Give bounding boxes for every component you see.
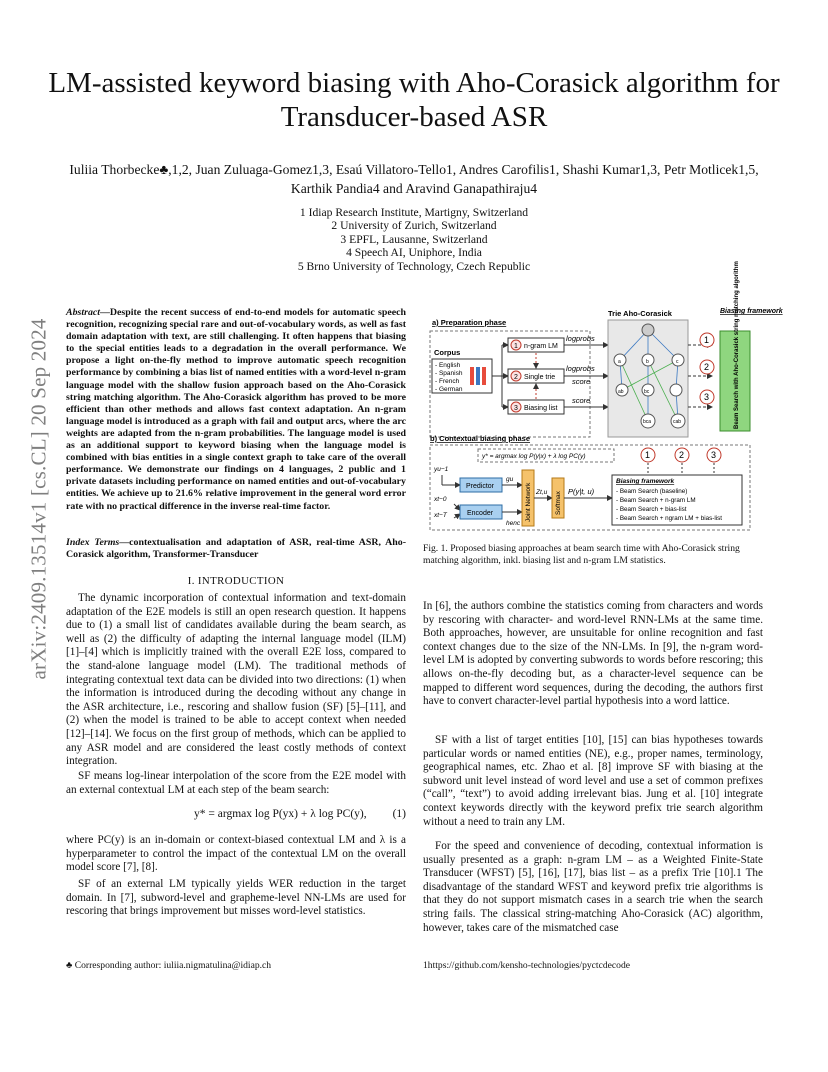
doc-icon: [476, 367, 480, 385]
paper-title: LM-assisted keyword biasing with Aho-Corasick algorithm for Transducer-based ASR: [48, 67, 780, 133]
equation-number: (1): [392, 808, 406, 820]
section-a-label: a) Preparation phase: [432, 318, 507, 327]
section-b-label: b) Contextual biasing phase: [430, 434, 531, 443]
var-label: gu: [506, 476, 514, 483]
right-paragraph-3: For the speed and convenience of decoding, contextual information is usually presented as a graph: n-gram LM – as a Weighted Finite-State Transducer (WFST) [5], [16], [17], bias list – as a prefix Trie [10].1 The disadvantage of the standard WFST and keyword prefix trie algorithms is that they do not support mismatch cases in a search trie when the search string fails. The classical string-matching Aho-Corasick (AC) algorithm, however, takes care of the mismatched case: [423, 840, 763, 934]
arrow-label: logprobs: [566, 364, 595, 373]
softmax-label: Softmax: [555, 491, 562, 515]
index-terms-label: Index Terms: [66, 537, 120, 548]
input-label: yu−1: [434, 466, 449, 473]
step-label: Single trie: [524, 374, 556, 381]
arrow: [454, 514, 460, 518]
step-label: n-gram LM: [524, 343, 558, 350]
arxiv-stamp: [22, 292, 51, 682]
trie-node: cab: [673, 419, 682, 425]
abstract-label: Abstract: [66, 307, 101, 318]
step-number: 3: [711, 450, 717, 460]
arrow-label: score: [572, 377, 591, 386]
arxiv-stamp-text: arXiv:2409.13514v1 [cs.CL] 20 Sep 2024: [26, 318, 51, 680]
trie-title: Trie Aho-Corasick: [608, 309, 672, 318]
framework-item: - Beam Search + bias-list: [616, 506, 687, 513]
arrow-label: score: [572, 396, 591, 405]
framework-title: Biasing framework: [616, 478, 675, 485]
footnote-corresponding: ♣ Corresponding author: iuliia.nigmatulina@idiap.ch: [66, 960, 272, 971]
trie-node: ab: [618, 389, 624, 395]
framework-item: - Beam Search (baseline): [616, 488, 688, 495]
step-number: 1: [704, 335, 710, 345]
encoder-label: Encoder: [467, 510, 494, 517]
footnote-url: 1https://github.com/kensho-technologies/pyctcdecode: [423, 960, 631, 971]
index-terms-text: —contextualisation and adaptation of ASR, real-time ASR, Aho-Corasick algorithm, Transformer-Transducer: [66, 537, 406, 561]
prob-label: P(y|t, u): [568, 487, 595, 496]
step-number: 3: [514, 405, 518, 412]
doc-icon: [482, 367, 486, 385]
framework-item: - Beam Search + n-gram LM: [616, 497, 696, 504]
corpus-lang: - Spanish: [435, 370, 463, 377]
predictor-label: Predictor: [466, 483, 495, 490]
corpus-lang: - English: [435, 362, 461, 369]
step-number: 1: [645, 450, 651, 460]
intro-paragraph-3: where PC(y) is an in-domain or context-biased contextual LM and λ is a hyperparameter to control the impact of the contextual LM on the overall model score [7], [8].: [66, 834, 406, 874]
affiliation: 3 EPFL, Lausanne, Switzerland: [340, 232, 488, 246]
affiliation: 2 University of Zurich, Switzerland: [331, 219, 497, 233]
right-paragraph-2: SF with a list of target entities [10], [15] can bias hypotheses towards particular words or named entities (NE), e.g., proper names, terminology, geographical names, etc. Zhao et al. [8] improve SF with biasing at the subword unit level instead of word level and use a set of common prefixes (“call”, “text”) to avoid adding irrelevant bias. Jung et al. [10] integrate context keywords directly with the keyword prefix trie search algorithm without a need to train any LM.: [423, 734, 763, 828]
formula: y* = argmax log P(y|x) + λ log PC(y): [482, 453, 586, 460]
section-heading: I. INTRODUCTION: [187, 575, 285, 587]
equation-text: y* = argmax log P(yx) + λ log PC(y),: [194, 808, 367, 820]
corpus-lang: - German: [435, 386, 463, 393]
input-label: xt−0: [434, 496, 447, 503]
index-terms: [66, 537, 406, 561]
arrow: [454, 504, 460, 510]
trie-node: bca: [643, 419, 652, 425]
step-label: Biasing list: [524, 405, 558, 412]
abstract-text: —Despite the recent success of end-to-end models for automatic speech recognition, recognizing special rare and out-of-vocabulary words, as well as fast domain adaptation with text, are still challenging. It often happens that biasing to the special entities leads to a degradation in the overall performance. We propose a light on-the-fly method to improve automatic speech recognition performance by combining a bias list of named entities with a word-level n-gram language model with the shallow fusion approach based on the Aho-Corasick string matching algorithm. The Aho-Corasick algorithm has proved to be more efficient than other methods and allows fast context adaptation. An n-gram language model is introduced as a graph with fail and output arcs, where the arc weights are adapted from the n-gram probabilities. The language model is used as an additional support to keyword biasing when the language model is combined with bias entities in a single context graph to take care of the overall performance. We demonstrate our findings on 4 languages, 2 public and 1 private datasets including performance on named entities and out-of-vocabulary entities. We achieve up to 21.6% relative improvement in the general word error rate with no practical difference in the inverse real-time factor.: [66, 307, 406, 512]
doc-icon: [470, 367, 474, 385]
figure-diagram: [426, 261, 783, 535]
step-number: 3: [704, 392, 710, 402]
intro-paragraph-1: The dynamic incorporation of contextual information and text-domain adaptation of the E2E models is still an open research question. It happens due to (1) a small list of candidates available during the beam search, as well as (2) the difficulty of adapting the internal language model (ILM) [1]–[4] which is implicitly trained with the overall E2E loss, compared to the stand-alone language model (LM). The traditional methods of integrating contextual text data can be divided into two directions: (1) when the information is introduced during the decoding without any change in the ASR architecture, i.e., rescoring and shallow fusion (SF) [5]–[11], and (2) when the model is trained to be able to accept context when needed [12]–[14]. We focus on the first group of methods, which can be applied to any ASR model and are considered the least costly methods of context integration.: [66, 592, 406, 768]
joint-network-label: Joint Network: [525, 482, 532, 522]
step-number: 2: [514, 374, 518, 381]
corpus-lang: - French: [435, 378, 460, 385]
affiliation: 1 Idiap Research Institute, Martigny, Switzerland: [299, 206, 529, 219]
trie-node: bc: [644, 389, 650, 395]
figure-1: [426, 261, 783, 535]
intro-paragraph-2: SF means log-linear interpolation of the score from the E2E model with an external contextual LM at each step of the beam search:: [66, 770, 406, 796]
corpus-label: Corpus: [434, 348, 461, 357]
trie-node: c: [676, 359, 679, 365]
figure-caption: Fig. 1. Proposed biasing approaches at beam search time with Aho-Corasick string matching algorithm, inkl. biasing list and n-gram LM statistics.: [423, 543, 740, 566]
trie-node: b: [646, 359, 649, 365]
beam-search-label: Beam Search with Aho-Corasick string matching algorithm: [734, 261, 740, 429]
authors-line-2: Karthik Pandia4 and Aravind Ganapathiraju4: [290, 181, 538, 196]
framework-item: - Beam Search + ngram LM + bias-list: [616, 515, 723, 522]
var-label: Zt,u: [536, 489, 548, 496]
step-number: 2: [679, 450, 685, 460]
biasing-title: Biasing framework: [720, 308, 783, 315]
affiliation: 5 Brno University of Technology, Czech Republic: [297, 259, 531, 273]
arrow-label: logprobs: [566, 334, 595, 343]
affiliations: [200, 206, 628, 273]
authors-line-1: Iuliia Thorbecke♣,1,2, Juan Zuluaga-Gomez1,3, Esaú Villatoro-Tello1, Andres Carofilis1, Shashi Kumar1,3, Petr Motlicek1,5,: [69, 162, 759, 177]
author-list: [60, 160, 768, 198]
right-paragraph-1: In [6], the authors combine the statistics coming from characters and words by rescoring with character- and word-level RNN-LMs at the same time. Both approaches, however, are unsuitable for online recognition and fast context changes due to the size of the NN-LMs. In [9], the n-gram word-level LM is adopted by converting subwords to words before rescoring; this allows on-the-fly decoding but, as a character-level sequence can be mapped to different word sequences, during the decoding, the authors first have to convert character-level partial hypothesis into a word lattice.: [423, 600, 763, 708]
var-label: henc: [506, 520, 521, 527]
step-number: 2: [704, 362, 710, 372]
abstract: [66, 307, 406, 513]
affiliation: 4 Speech AI, Uniphore, India: [346, 246, 482, 260]
trie-node: a: [618, 359, 621, 365]
intro-paragraph-4: SF of an external LM typically yields WER reduction in the target domain. In [7], subword-level and grapheme-level NN-LMs are used for rescoring that brings improvement but misses word-level statistics.: [66, 878, 406, 918]
input-label: xt−T: [434, 512, 447, 519]
step-number: 1: [514, 343, 518, 350]
